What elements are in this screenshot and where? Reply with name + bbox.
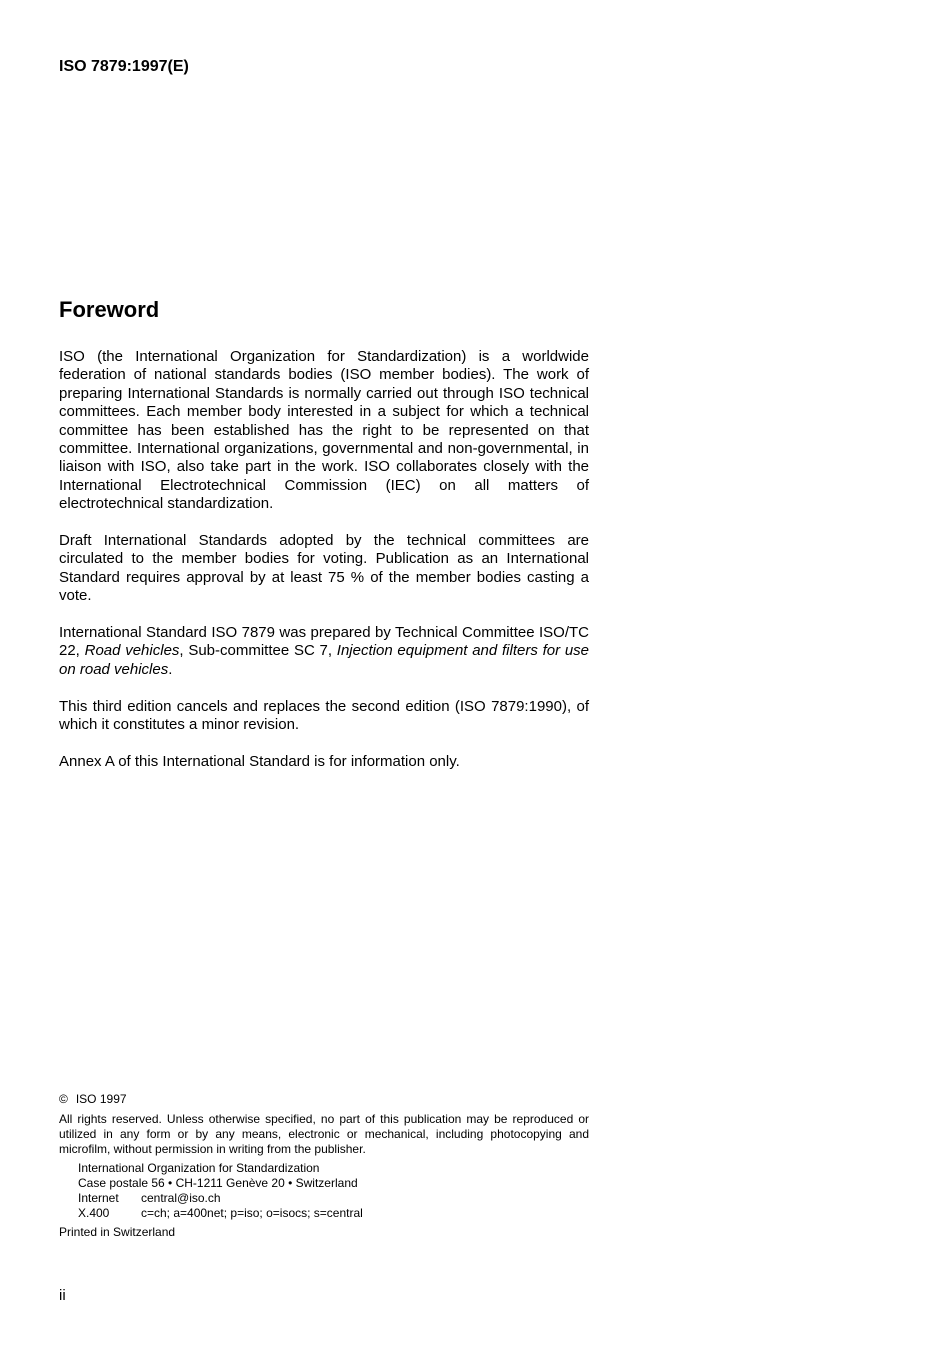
copyright-line — [59, 1092, 589, 1107]
paragraph-3-text-a: International Standard ISO 7879 was prepared by Technical Committee ISO/TC 22, — [59, 624, 589, 660]
organization-name: International Organization for Standardization — [78, 1161, 320, 1175]
internet-label: Internet — [78, 1191, 119, 1205]
x400-row — [78, 1206, 589, 1221]
rights-notice: All rights reserved. Unless otherwise specified, no part of this publication may be reproduced or utilized in any form or by any means, electronic or mechanical, including photocopying and microfilm, without permission in writing from the publisher. — [59, 1112, 589, 1156]
page-number: ii — [59, 1287, 66, 1304]
printed-in: Printed in Switzerland — [59, 1225, 176, 1239]
committee-title: Road vehicles — [84, 642, 180, 660]
postal-address: Case postale 56 • CH-1211 Genève 20 • Switzerland — [78, 1176, 358, 1190]
subcommittee-title: Injection equipment and filters for use on road vehicles — [59, 642, 590, 678]
copyright-symbol: © — [59, 1092, 68, 1106]
foreword-paragraph-3 — [59, 624, 589, 679]
foreword-body — [59, 348, 589, 790]
foreword-paragraph-1: ISO (the International Organization for Standardization) is a worldwide federation of national standards bodies (ISO member bodies). The work of preparing International Standards is normally carried out through ISO technical committees. Each member body interested in a subject for which a technical committee has been established has the right to be represented on that committee. International organizations, governmental and non-governmental, in liaison with ISO, also take part in the work. ISO collaborates closely with the International Electrotechnical Commission (IEC) on all matters of electrotechnical standardization. — [59, 348, 589, 513]
copyright-block — [59, 1092, 589, 1240]
x400-value: c=ch; a=400net; p=iso; o=isocs; s=central — [141, 1206, 363, 1220]
foreword-paragraph-2: Draft International Standards adopted by the technical committees are circulated to the member bodies for voting. Publication as an International Standard requires approval by at least 75 % of the member bodies casting a vote. — [59, 532, 589, 605]
internet-value: central@iso.ch — [141, 1191, 221, 1205]
x400-label: X.400 — [78, 1206, 110, 1220]
paragraph-3-text-c: , Sub-committee SC 7, — [179, 642, 337, 660]
publisher-address — [59, 1161, 589, 1221]
foreword-paragraph-4: This third edition cancels and replaces the second edition (ISO 7879:1990), of which it constitutes a minor revision. — [59, 697, 589, 734]
paragraph-3-text-e: . — [168, 660, 173, 678]
foreword-heading: Foreword — [59, 297, 160, 322]
standard-reference: ISO 7879:1997(E) — [59, 58, 189, 75]
copyright-year: ISO 1997 — [75, 1092, 127, 1106]
internet-row — [78, 1191, 589, 1206]
foreword-paragraph-5: Annex A of this International Standard is for information only. — [59, 752, 460, 770]
